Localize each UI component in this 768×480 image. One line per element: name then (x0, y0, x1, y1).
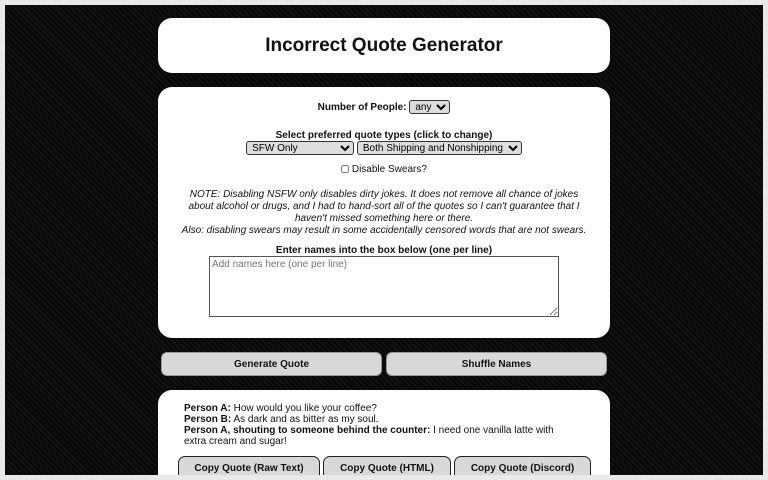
quote-line: Person A, shouting to someone behind the counter: I need one vanilla latte with extra cream and sugar! (184, 425, 554, 447)
disable-swears-checkbox[interactable] (341, 165, 349, 173)
copy-raw-button[interactable]: Copy Quote (Raw Text) (178, 456, 320, 475)
quote-text (184, 403, 574, 447)
names-input[interactable] (209, 256, 559, 317)
shipping-select[interactable] (357, 141, 522, 155)
people-label: Number of People: (317, 102, 407, 113)
copy-discord-button[interactable]: Copy Quote (Discord) (454, 456, 591, 475)
quote-line: Person A: How would you like your coffee? (184, 403, 377, 414)
generate-quote-button[interactable]: Generate Quote (161, 352, 382, 376)
types-label: Select preferred quote types (click to change) (275, 130, 493, 141)
names-label: Enter names into the box below (one per line) (275, 245, 493, 256)
disable-swears-label[interactable]: Disable Swears? (351, 164, 427, 175)
note-text-2: Also: disabling swears may result in some accidentally censored words that are not swears. (181, 225, 587, 236)
shuffle-names-button[interactable]: Shuffle Names (386, 352, 607, 376)
page-background (5, 5, 763, 475)
header-panel (158, 18, 610, 73)
people-select[interactable] (409, 100, 450, 114)
options-panel (158, 87, 610, 338)
page-title: Incorrect Quote Generator (265, 35, 503, 56)
quote-line: Person B: As dark and as bitter as my soul. (184, 414, 379, 425)
note-text: NOTE: Disabling NSFW only disables dirty jokes. It does not remove all chance of jokes about alcohol or drugs, and I had to hand-sort all of the quotes so I can't guarantee that I haven't missed something here or there. (188, 189, 580, 224)
copy-html-button[interactable]: Copy Quote (HTML) (323, 456, 451, 475)
sfw-select[interactable] (246, 141, 354, 155)
